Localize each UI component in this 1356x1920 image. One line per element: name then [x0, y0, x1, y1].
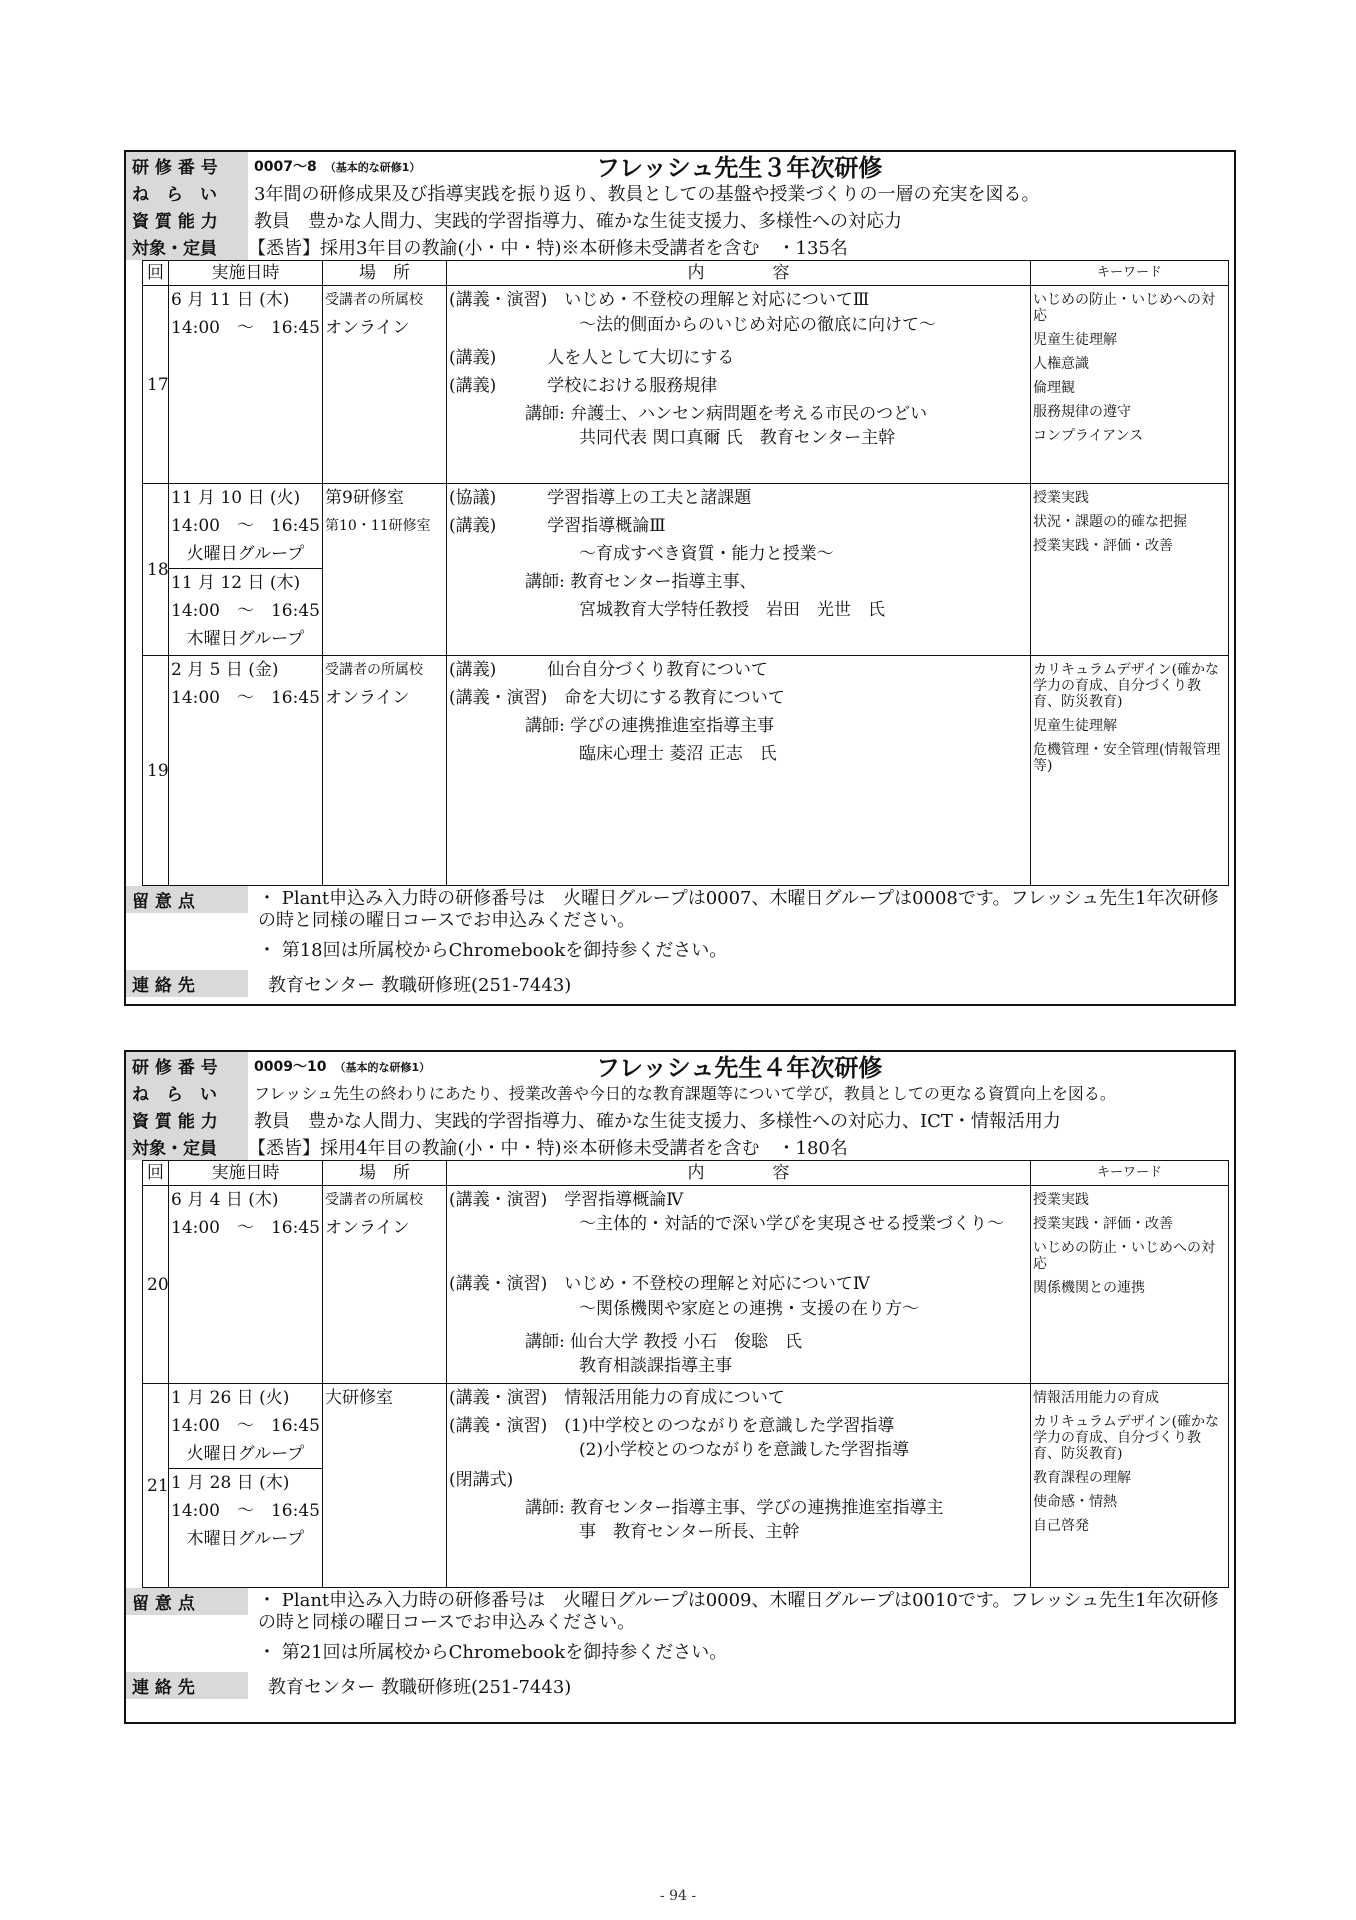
aim-label: ね ら い [126, 179, 248, 206]
table-row [143, 1186, 1229, 1384]
session-place-mode: オンライン [325, 688, 410, 708]
contact-label: 連 絡 先 [126, 1672, 248, 1699]
lecturer-line: 講師: 教育センター指導主事、 [525, 572, 757, 592]
header-keyword: キーワード [1031, 261, 1229, 286]
table-row [143, 286, 1229, 484]
notes-row [126, 1588, 1234, 1672]
qualities-text: 教員 豊かな人間力、実践的学習指導力、確かな生徒支援力、多様性への対応力、ICT・情報活用力 [254, 1110, 1061, 1132]
session-place: 受講者の所属校 [325, 292, 423, 308]
contact-label: 連 絡 先 [126, 970, 248, 997]
lecturer-line: 宮城教育大学特任教授 岩田 光世 氏 [579, 600, 885, 620]
content-line: 〜関係機関や家庭との連携・支援の在り方〜 [579, 1299, 919, 1319]
content-line: (講義) 学習指導概論Ⅲ [449, 516, 666, 536]
session-place-mode: オンライン [325, 1218, 410, 1238]
session-place-mode: オンライン [325, 318, 410, 338]
training-title: フレッシュ先生３年次研修 [596, 154, 883, 182]
keyword: カリキュラムデザイン(確かな学力の育成、自分づくり教育、防災教育) [1033, 1414, 1220, 1462]
lecturer-line: 臨床心理士 菱沼 正志 氏 [579, 744, 777, 764]
header-date: 実施日時 [169, 1161, 323, 1186]
qualities-label: 資 質 能 力 [126, 1106, 248, 1133]
session-place: 大研修室 [325, 1388, 393, 1408]
aim-label: ね ら い [126, 1079, 248, 1106]
content-line: (講義・演習) 学習指導概論Ⅳ [449, 1190, 684, 1210]
number-label: 研 修 番 号 [126, 152, 248, 179]
training-number: 0009～10 [254, 1058, 327, 1075]
contact-text: 教育センター 教職研修班(251-7443) [268, 974, 572, 996]
session-group: 火曜日グループ [186, 1444, 305, 1464]
keyword: 危機管理・安全管理(情報管理 等) [1033, 742, 1235, 774]
session-date: 1 月 26 日 (火) [171, 1388, 290, 1408]
session-date: 11 月 12 日 (木) [171, 573, 301, 593]
session-time: 14:00 ～ 16:45 [171, 1218, 320, 1238]
header-date: 実施日時 [169, 261, 323, 286]
table-row [143, 1384, 1229, 1588]
content-line: (閉講式) [449, 1470, 514, 1490]
session-place: 第9研修室 [325, 488, 404, 508]
session-number: 18 [143, 484, 169, 656]
content-line: (講義・演習) (1)中学校とのつながりを意識した学習指導 [449, 1416, 895, 1436]
content-line: (講義) 学校における服務規律 [449, 376, 718, 396]
table-row [143, 484, 1229, 656]
lecturer-line: 講師: 弁護士、ハンセン病問題を考える市民のつどい [525, 404, 928, 424]
session-time: 14:00 ～ 16:45 [171, 1416, 320, 1436]
session-place: 第10・11研修室 [325, 518, 431, 534]
content-line: (2)小学校とのつながりを意識した学習指導 [579, 1440, 910, 1460]
qualities-label: 資 質 能 力 [126, 206, 248, 233]
keyword: 授業実践・評価・改善 [1033, 538, 1173, 554]
aim-row [126, 179, 1234, 206]
lecturer-line: 事 教育センター所長、主幹 [579, 1522, 800, 1542]
training-block-3rd-year [124, 150, 1236, 1006]
session-time: 14:00 ～ 16:45 [171, 516, 320, 536]
training-title: フレッシュ先生４年次研修 [596, 1054, 883, 1082]
keyword: いじめの防止・いじめへの対応 [1033, 292, 1215, 324]
lecturer-line: 教育相談課指導主事 [579, 1356, 732, 1376]
qualities-text: 教員 豊かな人間力、実践的学習指導力、確かな生徒支援力、多様性への対応力 [254, 210, 902, 232]
note-item: ・ Plant申込み入力時の研修番号は 火曜日グループは0009、木曜日グループは0010です。フレッシュ先生1年次研修の時と同様の曜日コースでお申込みください。 [258, 1590, 1219, 1633]
keyword: いじめの防止・いじめへの対応 [1033, 1240, 1215, 1272]
training-category: （基本的な研修1） [334, 1060, 431, 1074]
contact-row [126, 970, 1234, 997]
keyword: 児童生徒理解 [1033, 332, 1117, 348]
target-label: 対象・定員 [126, 1133, 248, 1160]
aim-text: フレッシュ先生の終わりにあたり、授業改善や今日的な教育課題等について学び，教員としての更なる資質向上を図る。 [254, 1084, 1116, 1103]
notes-label: 留 意 点 [126, 1588, 248, 1615]
lecturer-line: 講師: 仙台大学 教授 小石 俊聡 氏 [525, 1332, 802, 1352]
session-date: 2 月 5 日 (金) [171, 660, 279, 680]
keyword: 授業実践・評価・改善 [1033, 1216, 1173, 1232]
keyword: 倫理観 [1033, 380, 1075, 396]
content-line: (協議) 学習指導上の工夫と諸課題 [449, 488, 752, 508]
training-category: （基本的な研修1） [324, 160, 421, 174]
number-row [126, 152, 1234, 182]
keyword: 服務規律の遵守 [1033, 404, 1131, 420]
content-line: 〜育成すべき資質・能力と授業〜 [579, 544, 834, 564]
number-label: 研 修 番 号 [126, 1052, 248, 1079]
content-line: (講義) 仙台自分づくり教育について [449, 660, 768, 680]
keyword: 授業実践 [1033, 1192, 1089, 1208]
session-group: 木曜日グループ [186, 629, 305, 649]
session-number: 17 [143, 286, 169, 484]
aim-text: 3年間の研修成果及び指導実践を振り返り、教員としての基盤や授業づくりの一層の充実を図る。 [254, 183, 1040, 205]
session-table [142, 1160, 1229, 1588]
content-line: 〜法的側面からのいじめ対応の徹底に向けて〜 [579, 315, 936, 335]
session-table [142, 260, 1235, 886]
qualities-row [126, 206, 1234, 233]
aim-row [126, 1079, 1234, 1106]
keyword: 自己啓発 [1033, 1518, 1089, 1534]
session-group: 火曜日グループ [186, 544, 305, 564]
lecturer-line: 共同代表 関口真爾 氏 教育センター主幹 [579, 428, 896, 448]
keyword: 人権意識 [1033, 356, 1089, 372]
session-number: 19 [143, 656, 169, 886]
session-group: 木曜日グループ [186, 1529, 305, 1549]
target-label: 対象・定員 [126, 233, 248, 260]
header-content: 内 容 [447, 261, 1031, 286]
session-time: 14:00 ～ 16:45 [171, 1501, 320, 1521]
lecturer-line: 講師: 学びの連携推進室指導主事 [525, 716, 775, 736]
content-line: (講義・演習) いじめ・不登校の理解と対応についてⅢ [449, 290, 870, 310]
page-number: - 94 - [659, 1888, 697, 1904]
content-line: (講義・演習) 情報活用能力の育成について [449, 1388, 785, 1408]
header-place: 場 所 [323, 261, 447, 286]
training-number: 0007～8 [254, 158, 317, 175]
table-header [143, 261, 1229, 286]
session-number: 21 [143, 1384, 169, 1588]
keyword: 授業実践 [1033, 490, 1089, 506]
contact-row [126, 1672, 1234, 1699]
notes-label: 留 意 点 [126, 886, 248, 913]
keyword: 教育課程の理解 [1033, 1470, 1131, 1486]
header-keyword: キーワード [1031, 1161, 1229, 1186]
note-item: ・ Plant申込み入力時の研修番号は 火曜日グループは0007、木曜日グループは0008です。フレッシュ先生1年次研修の時と同様の曜日コースでお申込みください。 [258, 888, 1219, 931]
notes-row [126, 886, 1234, 970]
keyword: 児童生徒理解 [1033, 718, 1117, 734]
note-item: ・ 第21回は所属校からChromebookを御持参ください。 [258, 1642, 728, 1663]
header-place: 場 所 [323, 1161, 447, 1186]
header-kai: 回 [143, 261, 169, 286]
keyword: コンプライアンス [1033, 428, 1144, 444]
note-item: ・ 第18回は所属校からChromebookを御持参ください。 [258, 940, 728, 961]
contact-text: 教育センター 教職研修班(251-7443) [268, 1676, 572, 1698]
keyword: カリキュラムデザイン(確かな学力の育成、自分づくり教育、防災教育) [1033, 662, 1220, 710]
session-time: 14:00 ～ 16:45 [171, 318, 320, 338]
target-row [126, 233, 1234, 260]
content-line: (講義・演習) いじめ・不登校の理解と対応についてⅣ [449, 1274, 870, 1294]
session-place: 受講者の所属校 [325, 662, 423, 678]
header-kai: 回 [143, 1161, 169, 1186]
target-row [126, 1133, 1234, 1160]
session-date: 6 月 4 日 (木) [171, 1190, 279, 1210]
content-line: (講義・演習) 命を大切にする教育について [449, 688, 785, 708]
table-row [143, 656, 1229, 886]
keyword: 関係機関との連携 [1033, 1280, 1145, 1296]
content-line: (講義) 人を人として大切にする [449, 348, 735, 368]
session-time: 14:00 ～ 16:45 [171, 688, 320, 708]
session-date: 11 月 10 日 (火) [171, 488, 301, 508]
content-line: 〜主体的・対話的で深い学びを実現させる授業づくり〜 [579, 1214, 1004, 1234]
target-text: 【悉皆】採用4年目の教諭(小・中・特)※本研修未受講者を含む ・180名 [248, 1137, 848, 1159]
session-place: 受講者の所属校 [325, 1192, 423, 1208]
session-date: 1 月 28 日 (木) [171, 1473, 290, 1493]
session-time: 14:00 ～ 16:45 [171, 601, 320, 621]
table-header [143, 1161, 1229, 1186]
keyword: 状況・課題の的確な把握 [1033, 514, 1187, 530]
header-content: 内 容 [447, 1161, 1031, 1186]
qualities-row [126, 1106, 1234, 1133]
keyword: 使命感・情熱 [1033, 1494, 1117, 1510]
target-text: 【悉皆】採用3年目の教諭(小・中・特)※本研修未受講者を含む ・135名 [248, 237, 848, 259]
keyword: 情報活用能力の育成 [1033, 1390, 1159, 1406]
number-row [126, 1052, 1234, 1082]
lecturer-line: 講師: 教育センター指導主事、学びの連携推進室指導主 [525, 1498, 944, 1518]
session-date: 6 月 11 日 (木) [171, 290, 290, 310]
training-block-4th-year [124, 1050, 1236, 1724]
session-number: 20 [143, 1186, 169, 1384]
